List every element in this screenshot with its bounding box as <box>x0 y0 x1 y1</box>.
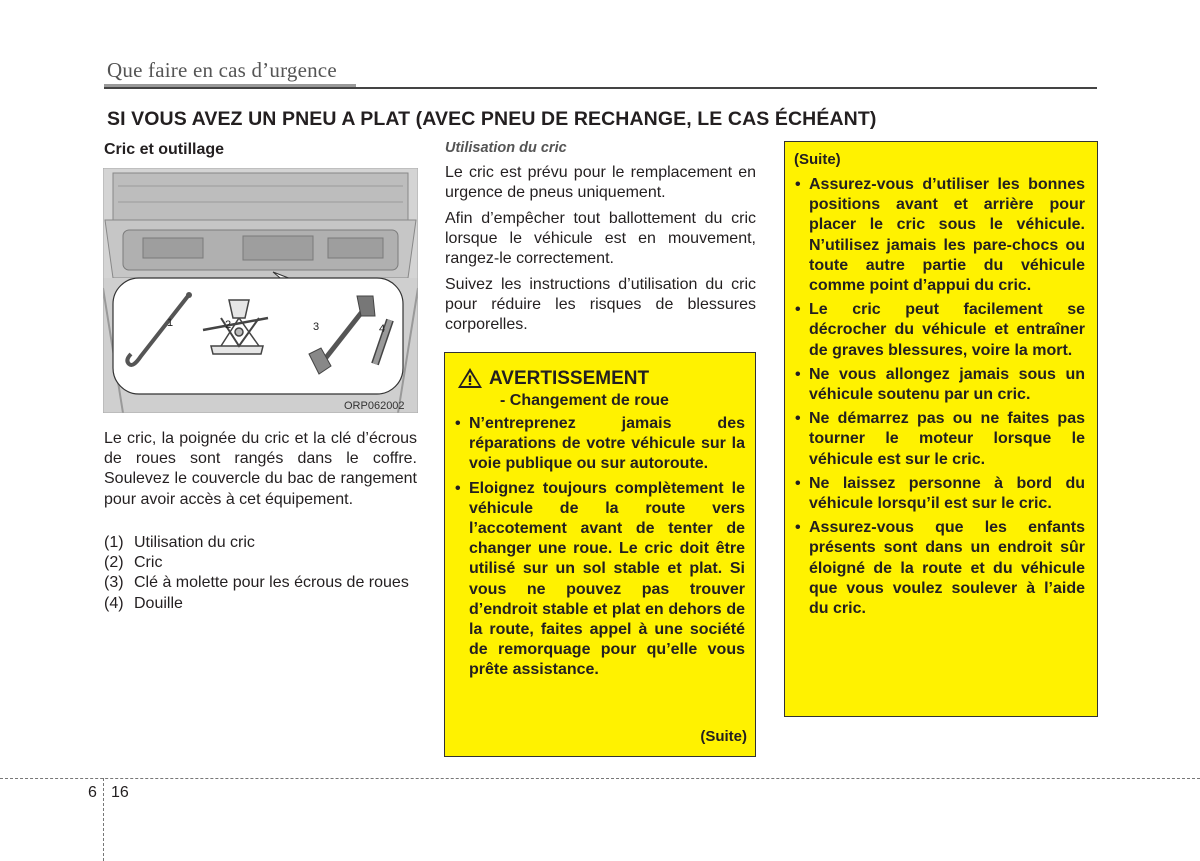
list-item-text: Clé à molette pour les écrous de roues <box>134 574 409 592</box>
figure-code: ORP062002 <box>344 400 405 412</box>
list-item-text: Cric <box>134 554 163 572</box>
col2-paragraph-1: Le cric est prévu pour le remplacement en urgence de pneus uniquement. <box>445 164 756 202</box>
warning-item: • N’entreprenez jamais des réparations de votre véhicule sur la voie publique ou sur autoroute. <box>455 415 745 473</box>
continued-header: (Suite) <box>794 151 841 168</box>
list-item-number: (3) <box>104 574 124 592</box>
col2-paragraph-3: Suivez les instructions d’utilisation du cric pour réduire les risques de blessures corporelles. <box>445 276 756 334</box>
continued-label: (Suite) <box>700 728 747 745</box>
list-item-text: Utilisation du cric <box>134 534 255 551</box>
warning-item: • Ne vous allongez jamais sous un véhicule soutenu par un cric. <box>795 365 1085 404</box>
list-item <box>104 573 417 593</box>
warning-item: • Assurez-vous que les enfants présents sont dans un endroit sûr éloigné de la route et du véhicule que vous voulez soulever à l’aide du cric. <box>795 519 1085 618</box>
list-item <box>104 594 417 614</box>
warning-box <box>444 352 756 757</box>
list-item-text: Douille <box>134 594 183 612</box>
warning-list <box>451 414 745 685</box>
list-item <box>104 533 417 553</box>
page-title: SI VOUS AVEZ UN PNEU A PLAT (AVEC PNEU DE RECHANGE, LE CAS ÉCHÉANT) <box>107 108 877 130</box>
section-header: Que faire en cas d’urgence <box>107 58 337 82</box>
list-item-number: (2) <box>104 554 124 572</box>
header-rule <box>104 87 1097 89</box>
warning-item: • Ne démarrez pas ou ne faites pas tourner le moteur lorsque le véhicule est sur le cric. <box>795 410 1085 468</box>
callout-4: 4 <box>379 323 386 335</box>
section-heading-utilisation-cric: Utilisation du cric <box>445 140 567 156</box>
chapter-number: 6 <box>88 784 97 801</box>
trunk-illustration-svg <box>103 168 418 413</box>
warning-subtitle: - Changement de roue <box>500 392 669 409</box>
footer-divider <box>0 778 1200 779</box>
jack-tools-illustration <box>103 168 418 413</box>
warning-title: AVERTISSEMENT <box>489 368 650 389</box>
callout-2: 2 <box>225 319 232 331</box>
warning-item: • Assurez-vous d’utiliser les bonnes positions avant et arrière pour placer le cric sous le véhicule. N’utilisez jamais les pare-chocs ou toute autre partie du véhicule comme point d’appui du cric. <box>795 176 1085 295</box>
warning-item: • Ne laissez personne à bord du véhicule lorsqu’il est sur le cric. <box>795 474 1085 513</box>
tool-list <box>104 533 417 614</box>
section-heading-cric-outillage: Cric et outillage <box>104 141 225 158</box>
warning-triangle-icon <box>457 367 483 394</box>
warning-list <box>791 175 1085 623</box>
list-item <box>104 553 417 573</box>
col2-paragraph-2: Afin d’empêcher tout ballottement du cric lorsque le véhicule est en mouvement, rangez-le correctement. <box>445 210 756 268</box>
warning-box-continued <box>784 141 1098 717</box>
list-item-number: (4) <box>104 594 124 612</box>
callout-3: 3 <box>313 321 320 333</box>
warning-item: • Le cric peut facilement se décrocher du véhicule et entraîner de graves blessures, voire la mort. <box>795 301 1085 359</box>
warning-item: • Eloignez toujours complètement le véhicule de la route vers l’accotement avant de tenter de changer une roue. Le cric doit être utilisé sur un sol stable et plat. Si vous ne pouvez pas trouver d’endroit stable et plat en dehors de la route, faites appel à une société de remorquage pour qu’elle vous prête assistance. <box>455 479 745 679</box>
list-item-number: (1) <box>104 534 124 551</box>
page-number: 16 <box>111 784 129 801</box>
footer-vertical-divider <box>103 778 104 861</box>
callout-1: 1 <box>167 317 174 329</box>
col1-paragraph: Le cric, la poignée du cric et la clé d’écrous de roues sont rangés dans le coffre. Soulevez le couvercle du bac de rangement pour avoir accès à cet équipement. <box>104 430 417 508</box>
